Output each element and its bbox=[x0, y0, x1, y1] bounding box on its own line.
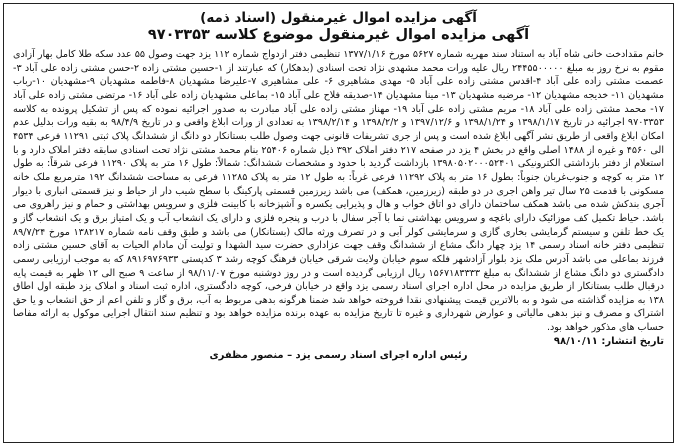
notice-body: خانم مقدادخت خانی شاه آباد به استناد سند مهریه شماره ۵۶۲۷ مورخ ۱۳۷۷/۱/۱۶ تنظیمی دفتر ازدواج شماره ۱۱۲ یزد جهت وصول ۵۵ عدد سکه طلا کامل بهار آزادی مقوم به نرخ روز به مبلغ ۲۴۴۵۵۰۰۰۰۰ ریال علیه ورات محمد مشهدی نژاد تحت اسنادی (بدهکار) که عبارتند از ۱-حسین مشتی زاده ۲-حسن مشتی زاده علی آباد ۳-عصمت مشتی زاده علی آباد ۴-اقدس مشتی زاده علی آباد ۵- مهدی مشاهیری ۶- علی مشاهیری ۷-علیرضا مشهدیان ۸-فاطمه مشهدیان ۹-مشهدیان ۱۰-رباب مشهدیان ۱۱- خدیجه مشهدیان ۱۲- مرضیه مشهدیان ۱۳- مینا مشهدیان ۱۴-صدیقه فلاح علی آباد ۱۵- بماعلی مشهدیان زاده علی آباد ۱۶- مرتضی مشتی زاده علی آباد ۱۷- محمد مشتی زاده علی آباد ۱۸- مریم مشتی زاده علی آباد ۱۹- مهناز مشتی زاده علی آباد مبادرت به صدور اجرائیه نموده که پس از تشکیل پرونده به کلاسه ۹۷۰۳۳۵۳ اجرائیه در تاریخ ۱۳۹۸/۱/۱۷ و ۱۳۹۸/۱/۲۴ و ۱۳۹۷/۱۲/۶ و ۱۳۹۸/۲/۲ و ۱۳۹۸/۲/۱۴ به تعدادی از ورات ابلاغ واقعی و در تاریخ ۹۸/۴/۹ به بقیه ورات بدلیل عدم امکان ابلاغ واقعی از طریق نشر آگهی ابلاغ شده است و پس از جری تشریفات قانونی جهت وصول طلب بستانکار دو دانگ از ششدانگ پلاک ثبتی ۱۱۲۹۱ فرعی ۴۵۳۴ الی ۴۵۶۰ و غیره از ۱۴۸۸ اصلی واقع در بخش ۴ یزد در صفحه ۲۱۷ دفتر املاک ۳۹۲ ذیل شماره ۲۵۴۰۶ بنام محمد مشتی نژاد تحت اسنادی سابقه دفتر املاک دارد و با استعلام از دفتر بازداشتی الکترونیکی ۱۳۹۸۰۵۰۲۰۰۰۵۲۴۰۱ بازداشت گردید با حدود و مشخصات ششدانگ: شمالاً: طول ۱۶ متر به پلاک ۱۱۲۹۰ فرعی شرقاً: به طول ۱۲ متر به کوچه و جنوب‌غربان جنوباً: بطول ۱۶ متر به پلاک ۱۱۲۹۲ فرعی غرباً: به طول ۱۲ متر به پلاک ۱۱۲۸۵ فرعی به مساحت ششدانگ ۱۹۲ مترمربع ملک خانه مسکونی با قدمت ۲۵ سال تیر واهن اجری در دو طبقه (زیرزمین، همکف) می باشد زیرزمین قسمتی پارکینگ با سطح شیب دار از حیاط و نیز قسمتی انباری با دیوار آجری بندکش شده می باشد همکف ساختمان دارای دو اتاق خواب و هال و پذیرایی یکسره و آشپزخانه با کابینت فلزی و سرویس بهداشتی و حمام و نیز راهروی می باشد. حیاط تکمیل کف موزائیک دارای باغچه و سرویس بهداشتی نما با آجر سفال با درب و پنجره فلزی و دارای یک انشعاب آب و یک امتیاز برق و یک انشعاب گاز و یک خط تلفن و سیستم گرمایشی بخاری گازی و سرمایشی کولر آبی و در تصرف ورثه مالک (بستانکار) می باشد و طبق وقف نامه شماره ۱۳۸۲۱۷ مورخ ۸۹/۷/۲۴ تنظیمی دفتر خانه اسناد رسمی ۱۴ یزد چهار دانگ مشاع از ششدانگ وقف جهت عزاداری حضرت سید الشهدا و تولیت آن مادام الحیات به آقای حسین مشتی زاده فرزند بماعلی می باشد آدرس ملک یزد بلوار آزادشهر فلکه سوم خیابان ولایت شرقی خیابان فرهنگ کوچه رشد ۳ کدپستی ۸۹۱۶۹۷۶۹۳۳ که به موجب ارزیابی رسمی دادگستری دو دانگ مشاع از ششدانگ به مبلغ ۱۵۶۷۱۸۳۳۳۳ ریال ارزیابی گردیده است و در روز دوشنبه مورخ ۹۸/۱۱/۰۷ از ساعت ۹ صبح الی ۱۲ ظهر به قیمت پایه درقبال طلب بستانکار از طریق مزایده در محل اداره اجرای اسناد رسمی یزد واقع در خیابان فرخی، کوچه دادگستری، اداره ثبت اسناد و املاک یزد طبقه اول اطاق ۱۳۸ به مزایده گذاشته می شود و به بالاترین قیمت پیشنهادی نقدا فروخته خواهد شد ضمنا هرگونه بدهی مربوط به آب، برق و گاز و تلفن اعم از حق انشعاب و یا حق اشتراک و مصرف و نیز بدهی مالیاتی و عوارض شهرداری و غیره تا تاریخ مزایده به عهده برنده مزایده خواهد بود و تنظیم سند انتقال اجرایی موکول به ارائه مفاصا حساب های مذکور خواهد بود. bbox=[13, 49, 665, 334]
auction-notice bbox=[3, 3, 674, 443]
publish-date: تاریخ انتشار: ۹۸/۱۰/۱۱ bbox=[553, 335, 664, 347]
notice-title: آگهی مزایده اموال غیرمنقول (اسناد ذمه) bbox=[200, 10, 477, 26]
notice-subtitle: آگهی مزایده اموال غیرمنقول موضوع کلاسه ۹۷۰۳۳۵۳ bbox=[147, 27, 530, 43]
signature-line: رئیس اداره اجرای اسناد رسمی یزد – منصور مظفری bbox=[209, 349, 468, 361]
